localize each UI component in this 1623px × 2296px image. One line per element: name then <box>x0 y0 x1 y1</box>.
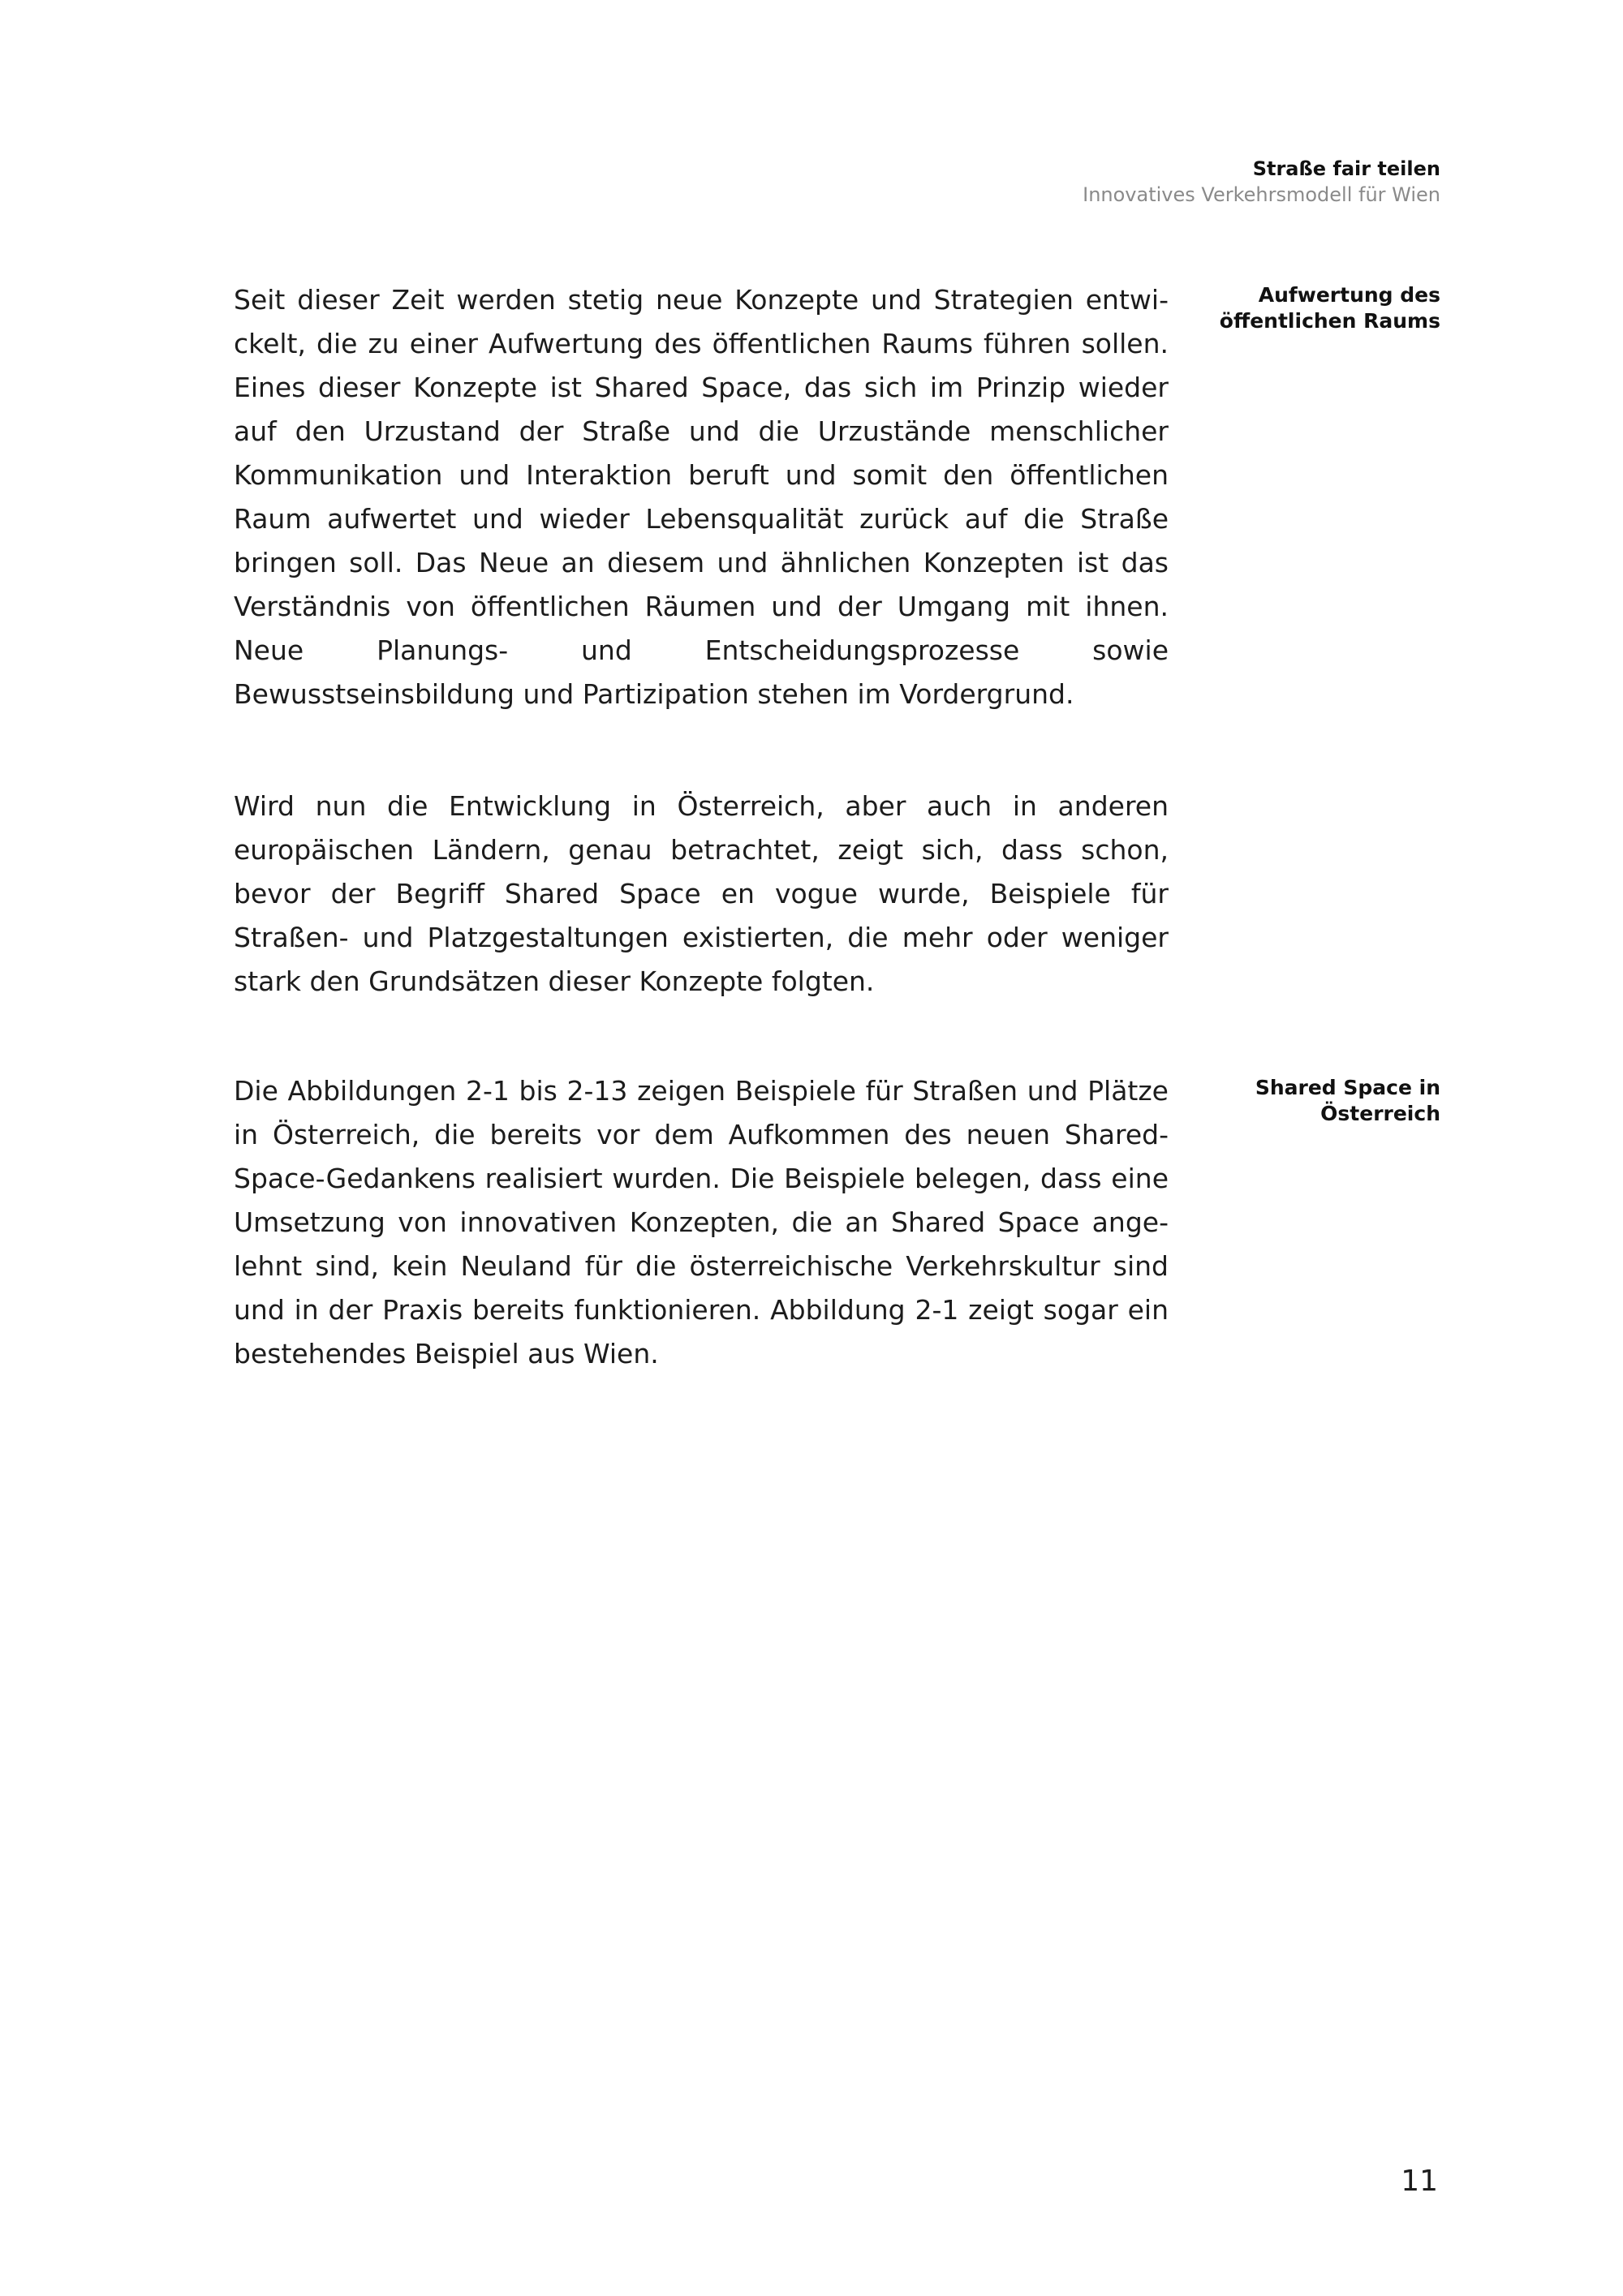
margin-note-aufwertung: Aufwertung des öffentlichen Raums <box>1219 283 1440 333</box>
body-paragraph-1: Seit dieser Zeit werden stetig neue Konzepte und Strategien entwickelt, die zu einer Aufwertung des öffentlichen Raums führen sollen. Eines dieser Konzepte ist Shared Space, das sich im Prinzip wieder auf den Urzustand der Straße und die Urzustände menschlicher Kommunikation und Interaktion beruft und somit den öffentlichen Raum aufwertet und wieder Lebensqualität zurück auf die Straße bringen soll. Das Neue an diesem und ähnlichen Konzepten ist das Verständnis von öffentlichen Räumen und der Umgang mit ihnen. Neue Planungs- und Entscheidungsprozesse sowie Bewusstseinsbildung und Partizipation stehen im Vordergrund. <box>234 284 1169 710</box>
margin-note-shared-space: Shared Space in Österreich <box>1255 1076 1440 1125</box>
running-header-subtitle: Innovatives Verkehrsmodell für Wien <box>1083 183 1440 206</box>
body-paragraph-3: Die Abbildungen 2-1 bis 2-13 zeigen Beispiele für Straßen und Plätze in Österreich, die bereits vor dem Aufkommen des neuen Shared-Space-Gedankens realisiert wurden. Die Beispiele belegen, dass eine Umsetzung von innovativen Konzepten, die an Shared Space angelehnt sind, kein Neuland für die österreichische Verkehrskultur sind und in der Praxis bereits funktionieren. Abbildung 2-1 zeigt sogar ein bestehendes Beispiel aus Wien. <box>234 1075 1169 1369</box>
page-number: 11 <box>1401 2165 1438 2198</box>
body-paragraph-2: Wird nun die Entwicklung in Österreich, aber auch in anderen europäischen Ländern, genau betrachtet, zeigt sich, dass schon, bevor der Begriff Shared Space en vogue wurde, Beispiele für Straßen- und Platzgestaltungen existierten, die mehr oder weniger stark den Grundsätzen dieser Konzepte folgten. <box>234 790 1169 997</box>
running-header <box>1083 156 1440 208</box>
running-header-title: Straße fair teilen <box>1252 157 1440 180</box>
